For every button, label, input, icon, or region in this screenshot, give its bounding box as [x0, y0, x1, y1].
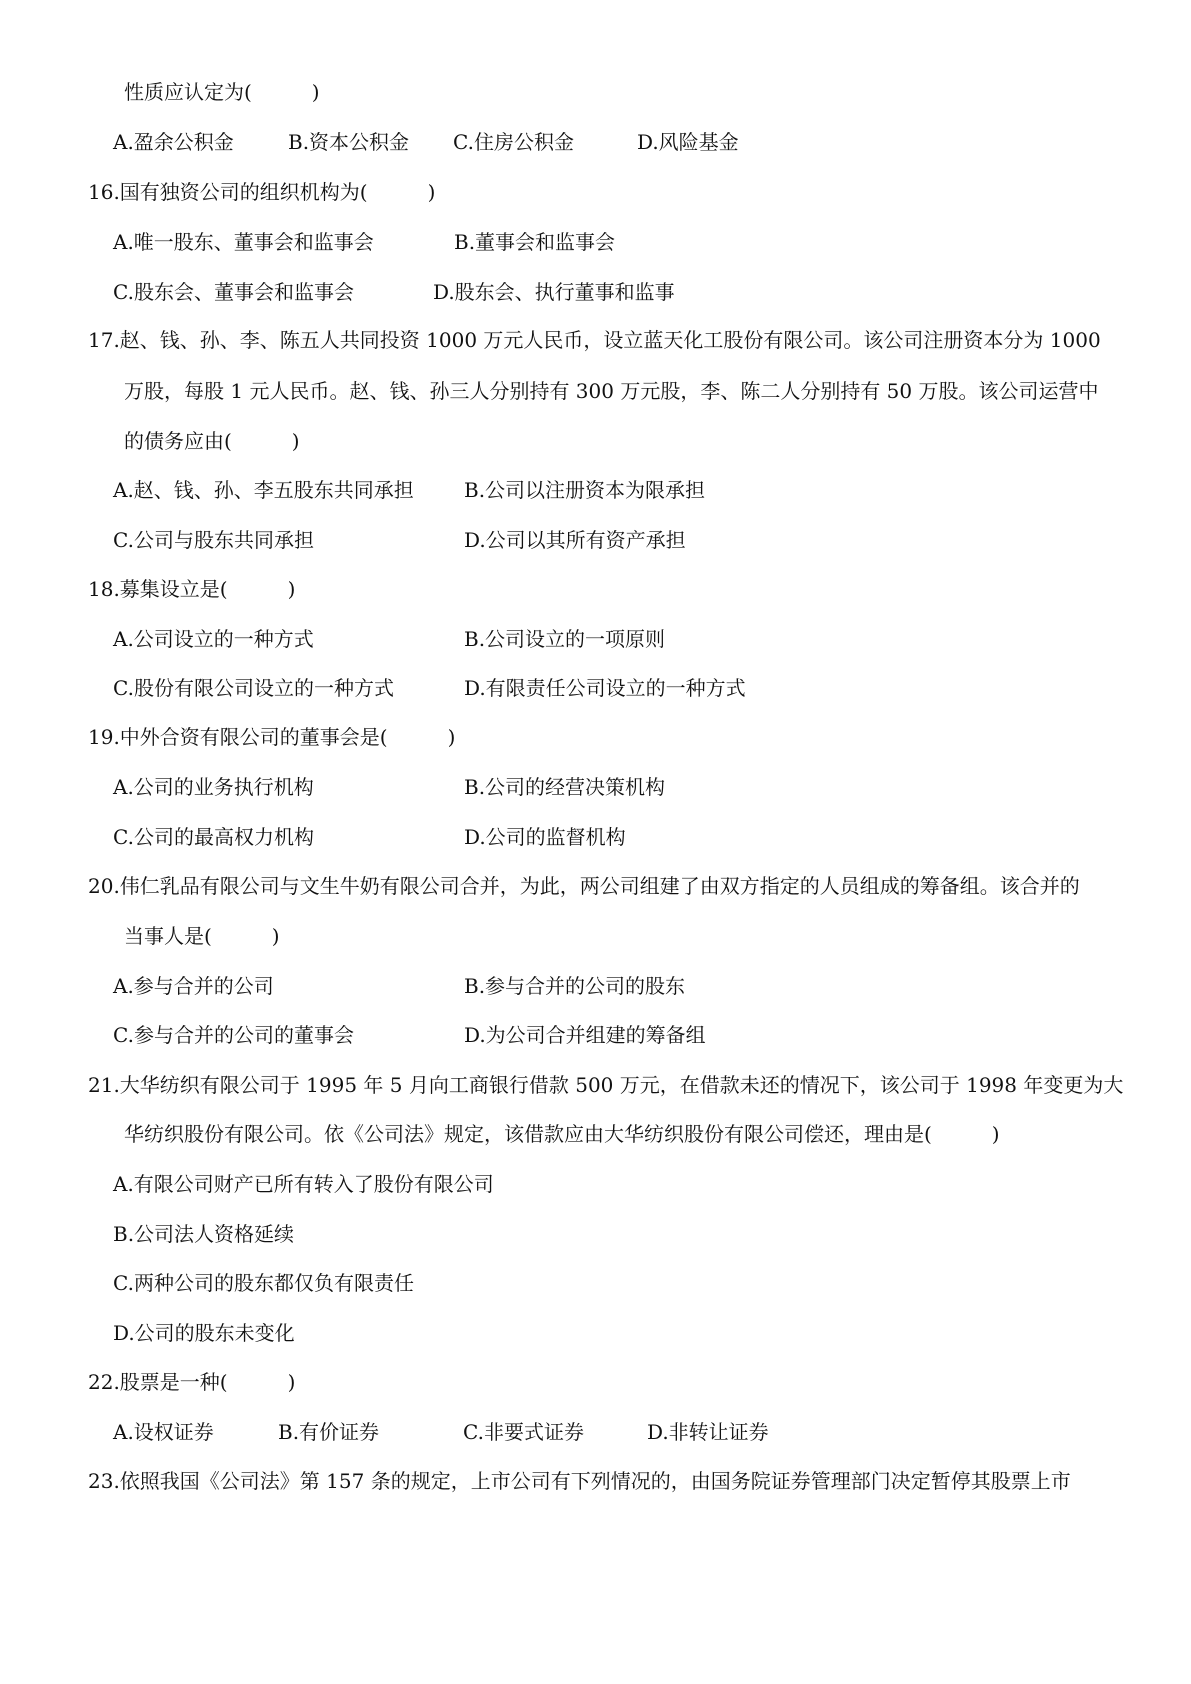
question-21-continuation-1: 华纺织股份有限公司。依《公司法》规定，该借款应由大华纺织股份有限公司偿还，理由是( ) — [124, 1122, 1000, 1146]
question-17-continuation-2: 的债务应由( ) — [124, 429, 300, 453]
option-a: A.公司的业务执行机构 — [113, 775, 314, 799]
option-c: C.住房公积金 — [453, 130, 574, 154]
option-b: B.公司法人资格延续 — [113, 1222, 295, 1246]
question-17-continuation-1: 万股，每股 1 元人民币。赵、钱、孙三人分别持有 300 万元股，李、陈二人分别持有 50 万股。该公司运营中 — [124, 379, 1099, 403]
option-d: D.有限责任公司设立的一种方式 — [464, 676, 746, 700]
question-19-options-row-2 — [0, 823, 1191, 851]
option-b: B.有价证券 — [278, 1420, 380, 1444]
option-a: A.公司设立的一种方式 — [113, 627, 314, 651]
option-c: C.股份有限公司设立的一种方式 — [113, 676, 394, 700]
question-20-continuation-1: 当事人是( ) — [124, 924, 280, 948]
option-d: D.公司的股东未变化 — [113, 1321, 295, 1345]
option-a: A.设权证券 — [113, 1420, 214, 1444]
option-c: C.股东会、董事会和监事会 — [113, 280, 354, 304]
option-a: A.有限公司财产已所有转入了股份有限公司 — [113, 1172, 494, 1196]
question-17-stem: 17.赵、钱、孙、李、陈五人共同投资 1000 万元人民币，设立蓝天化工股份有限公司。该公司注册资本分为 1000 — [88, 328, 1101, 352]
option-b: B.参与合并的公司的股东 — [464, 974, 686, 998]
question-18-options-row-2 — [0, 674, 1191, 702]
option-b: B.董事会和监事会 — [454, 230, 616, 254]
question-20-stem: 20.伟仁乳品有限公司与文生牛奶有限公司合并，为此，两公司组建了由双方指定的人员组成的筹备组。该合并的 — [88, 874, 1080, 898]
question-18-stem: 18.募集设立是( ) — [88, 577, 296, 601]
option-d: D.公司的监督机构 — [464, 825, 626, 849]
option-b: B.公司设立的一项原则 — [464, 627, 666, 651]
question-20-options-row-1 — [0, 972, 1191, 1000]
question-17-options-row-2 — [0, 526, 1191, 554]
question-18-options-row-1 — [0, 625, 1191, 653]
option-d: D.风险基金 — [637, 130, 739, 154]
question-23-stem: 23.依照我国《公司法》第 157 条的规定，上市公司有下列情况的，由国务院证券管理部门决定暂停其股票上市 — [88, 1469, 1071, 1493]
option-c: C.参与合并的公司的董事会 — [113, 1023, 354, 1047]
option-c: C.两种公司的股东都仅负有限责任 — [113, 1271, 414, 1295]
question-16-options-row-2 — [0, 278, 1191, 306]
option-d: D.为公司合并组建的筹备组 — [464, 1023, 706, 1047]
option-b: B.资本公积金 — [288, 130, 410, 154]
question-15-options — [0, 128, 1191, 156]
question-16-stem: 16.国有独资公司的组织机构为( ) — [88, 180, 436, 204]
question-19-stem: 19.中外合资有限公司的董事会是( ) — [88, 725, 456, 749]
question-20-options-row-2 — [0, 1021, 1191, 1049]
option-d: D.公司以其所有资产承担 — [464, 528, 686, 552]
question-15-continuation: 性质应认定为( ) — [124, 80, 320, 104]
question-22-stem: 22.股票是一种( ) — [88, 1370, 296, 1394]
question-21-stem: 21.大华纺织有限公司于 1995 年 5 月向工商银行借款 500 万元，在借款未还的情况下，该公司于 1998 年变更为大 — [88, 1073, 1124, 1097]
option-c: C.公司的最高权力机构 — [113, 825, 314, 849]
question-17-options-row-1 — [0, 476, 1191, 504]
option-a: A.赵、钱、孙、李五股东共同承担 — [113, 478, 414, 502]
option-a: A.唯一股东、董事会和监事会 — [113, 230, 374, 254]
question-16-options-row-1 — [0, 228, 1191, 256]
option-d: D.非转让证券 — [647, 1420, 769, 1444]
option-a: A.盈余公积金 — [113, 130, 234, 154]
option-a: A.参与合并的公司 — [113, 974, 274, 998]
question-19-options-row-1 — [0, 773, 1191, 801]
option-b: B.公司以注册资本为限承担 — [464, 478, 706, 502]
option-d: D.股东会、执行董事和监事 — [433, 280, 675, 304]
option-c: C.非要式证券 — [463, 1420, 584, 1444]
option-c: C.公司与股东共同承担 — [113, 528, 314, 552]
option-b: B.公司的经营决策机构 — [464, 775, 666, 799]
question-22-options — [0, 1418, 1191, 1446]
